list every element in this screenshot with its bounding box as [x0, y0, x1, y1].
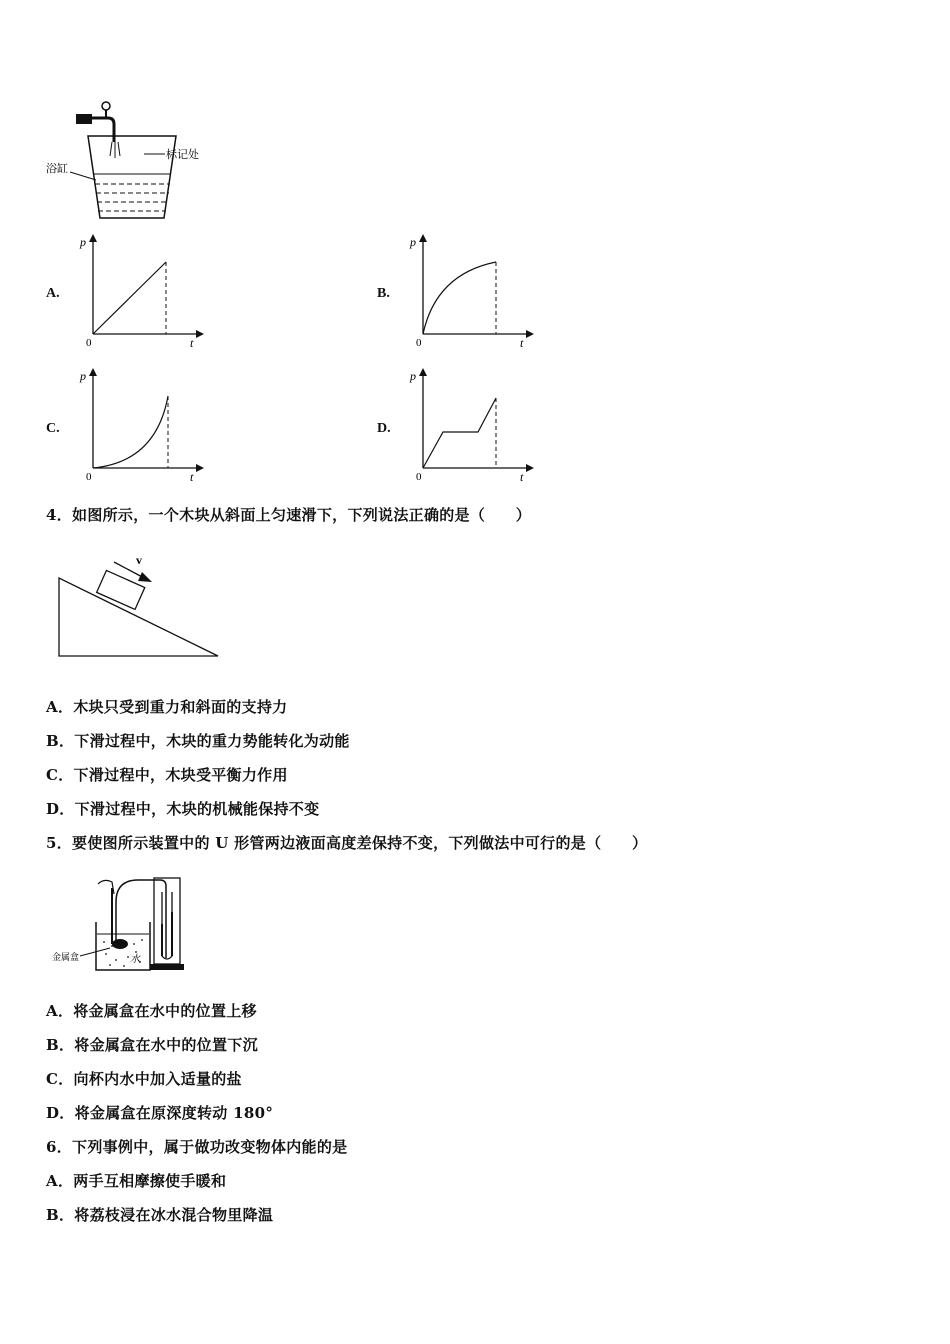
q5-option-a: A．将金属盒在水中的位置上移 [46, 1002, 257, 1020]
tub-label: 浴缸 [46, 163, 68, 175]
faucet-handle [76, 114, 92, 124]
svg-text:t: t [190, 336, 194, 350]
svg-text:0: 0 [416, 471, 422, 483]
q5-option-d: D．将金属盒在原深度转动 180° [46, 1104, 274, 1122]
svg-text:0: 0 [416, 337, 422, 349]
q5-option-c: C．向杯内水中加入适量的盐 [46, 1070, 242, 1088]
pressure-gauge-figure [50, 872, 200, 976]
wood-block [97, 570, 145, 609]
svg-text:p: p [80, 369, 86, 383]
graph-a [78, 230, 208, 350]
faucet-pipe [92, 118, 114, 142]
svg-text:t: t [520, 470, 524, 484]
svg-text:p: p [410, 369, 416, 383]
tub-outline [88, 136, 176, 218]
q6-stem: 6．下列事例中，属于做功改变物体内能的是 [46, 1138, 348, 1156]
svg-text:0: 0 [86, 471, 92, 483]
mark-label: 标记处 [166, 149, 199, 161]
q6-option-a: A．两手互相摩擦使手暖和 [46, 1172, 227, 1190]
q4-option-c: C．下滑过程中，木块受平衡力作用 [46, 766, 288, 784]
water-label: 水 [130, 954, 140, 965]
svg-text:t: t [520, 336, 524, 350]
graph-c-curve [93, 396, 168, 468]
bathtub-figure [40, 96, 230, 226]
u-tube-board [154, 878, 180, 964]
graph-d-curve [423, 398, 496, 468]
graph-b-curve [423, 262, 496, 334]
metal-box [112, 939, 128, 949]
svg-text:t: t [190, 470, 194, 484]
graph-b [408, 230, 538, 350]
svg-text:p: p [410, 235, 416, 249]
graph-c [78, 364, 208, 484]
velocity-label: v [136, 553, 142, 567]
svg-text:0: 0 [86, 337, 92, 349]
q4-option-d: D．下滑过程中，木块的机械能保持不变 [46, 800, 320, 818]
metal-box-label: 金属盒 [52, 952, 80, 962]
graph-a-curve [93, 262, 166, 334]
option-b-label: B. [377, 286, 390, 301]
q5-stem: 5．要使图所示装置中的 U 形管两边液面高度差保持不变，下列做法中可行的是（ ） [46, 834, 648, 852]
option-c-label: C. [46, 421, 60, 436]
graph-d [408, 364, 538, 484]
q6-option-b: B．将荔枝浸在冰水混合物里降温 [46, 1206, 274, 1224]
q4-option-b: B．下滑过程中，木块的重力势能转化为动能 [46, 732, 350, 750]
q5-option-b: B．将金属盒在水中的位置下沉 [46, 1036, 258, 1054]
q4-stem: 4．如图所示，一个木块从斜面上匀速滑下，下列说法正确的是（ ） [46, 506, 532, 524]
q4-option-a: A．木块只受到重力和斜面的支持力 [46, 698, 288, 716]
option-a-label: A. [46, 286, 60, 301]
incline-figure [50, 548, 230, 663]
option-d-label: D. [377, 421, 391, 436]
svg-text:p: p [80, 235, 86, 249]
